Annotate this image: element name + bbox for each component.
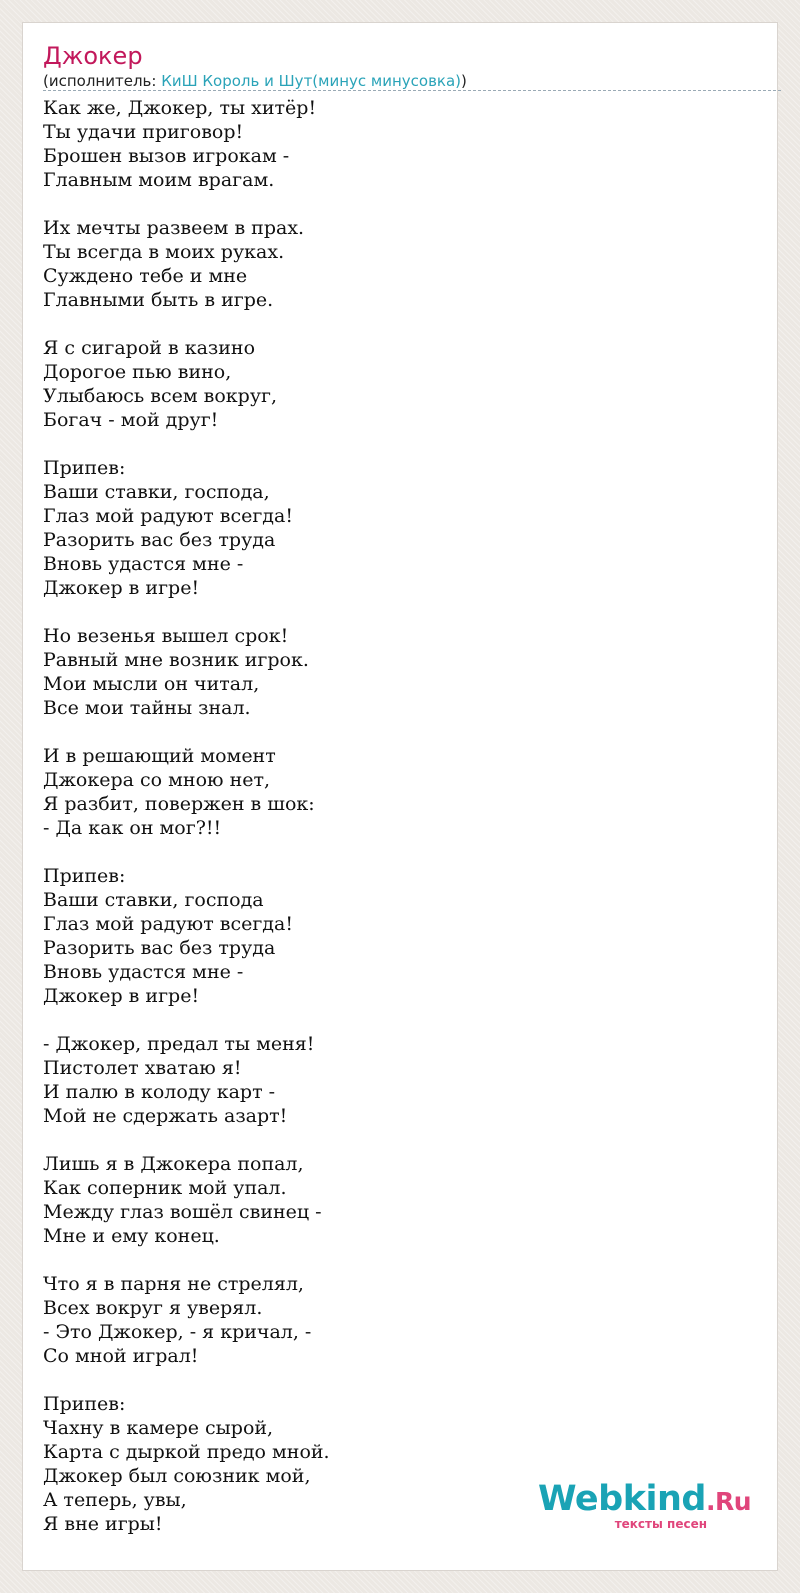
lyric-line: Карта с дыркой предо мной. [43,1441,330,1463]
artist-line [43,71,467,91]
lyric-line: Брошен вызов игрокам - [43,145,290,167]
song-title: Джокер [43,42,143,70]
title-divider [43,90,781,91]
site-logo[interactable] [538,1481,751,1530]
lyric-line: Богач - мой друг! [43,409,219,431]
lyric-line: Глаз мой радуют всегда! [43,505,293,527]
lyric-line: Ты удачи приговор! [43,121,244,143]
lyric-line: А теперь, увы, [43,1489,187,1511]
lyric-line [43,432,330,456]
lyric-line: Разорить вас без труда [43,937,276,959]
lyric-line [43,840,330,864]
lyrics-card [22,22,778,1571]
lyric-line: Суждено тебе и мне [43,265,248,287]
lyric-line [43,1248,330,1272]
lyric-line: Со мной играл! [43,1345,199,1367]
artist-suffix: ) [461,72,467,90]
lyric-line [43,1368,330,1392]
lyric-line [43,312,330,336]
lyric-line: Дорогое пью вино, [43,361,232,383]
lyric-line: Припев: [43,865,126,887]
lyric-line: И палю в колоду карт - [43,1081,276,1103]
artist-prefix: (исполнитель: [43,72,162,90]
lyric-line: Джокера со мною нет, [43,769,271,791]
lyric-line: - Джокер, предал ты меня! [43,1033,315,1055]
lyric-line: Улыбаюсь всем вокруг, [43,385,278,407]
lyric-line [43,1128,330,1152]
lyric-line: И в решающий момент [43,745,276,767]
lyric-line: Припев: [43,457,126,479]
lyric-line: Мне и ему конец. [43,1225,220,1247]
lyric-line [43,600,330,624]
lyric-line: Но везенья вышел срок! [43,625,289,647]
lyric-line: Я с сигарой в казино [43,337,256,359]
lyric-line: Как же, Джокер, ты хитёр! [43,97,317,119]
lyric-line [43,720,330,744]
lyric-line: Пистолет хватаю я! [43,1057,242,1079]
lyric-line: Разорить вас без труда [43,529,276,551]
logo-tld: .Ru [705,1487,751,1516]
lyric-line: Ты всегда в моих руках. [43,241,285,263]
lyric-line: Ваши ставки, господа [43,889,264,911]
lyric-line: Все мои тайны знал. [43,697,251,719]
logo-main-text: Webkind [538,1479,706,1519]
lyric-line: Вновь удастся мне - [43,961,244,983]
lyric-line: Джокер в игре! [43,985,200,1007]
lyric-line: Глаз мой радуют всегда! [43,913,293,935]
lyric-line [43,1008,330,1032]
lyric-line: Мои мысли он читал, [43,673,260,695]
lyric-line: Что я в парня не стрелял, [43,1273,304,1295]
lyric-line: Главными быть в игре. [43,289,274,311]
lyric-line: Джокер в игре! [43,577,200,599]
artist-link[interactable]: КиШ Король и Шут(минус минусовка) [161,72,462,90]
lyric-line: Главным моим врагам. [43,169,275,191]
lyric-line: Всех вокруг я уверял. [43,1297,263,1319]
lyric-line: Джокер был союзник мой, [43,1465,311,1487]
lyric-line: Вновь удастся мне - [43,553,244,575]
lyric-line: Между глаз вошёл свинец - [43,1201,322,1223]
lyric-line: Их мечты развеем в прах. [43,217,305,239]
lyric-line: Лишь я в Джокера попал, [43,1153,304,1175]
lyric-line: Ваши ставки, господа, [43,481,270,503]
lyric-line: Чахну в камере сырой, [43,1417,274,1439]
lyric-line: Я разбит, повержен в шок: [43,793,315,815]
lyric-line [43,192,330,216]
lyric-line: Я вне игры! [43,1513,163,1535]
lyric-line: Равный мне возник игрок. [43,649,309,671]
lyric-line: - Да как он мог?!! [43,817,222,839]
lyrics-text [43,96,330,1536]
logo-wordmark [538,1481,751,1520]
lyric-line: - Это Джокер, - я кричал, - [43,1321,312,1343]
lyric-line: Мой не сдержать азарт! [43,1105,288,1127]
lyric-line: Припев: [43,1393,126,1415]
lyric-line: Как соперник мой упал. [43,1177,287,1199]
logo-tagline: тексты песен [614,1517,707,1531]
